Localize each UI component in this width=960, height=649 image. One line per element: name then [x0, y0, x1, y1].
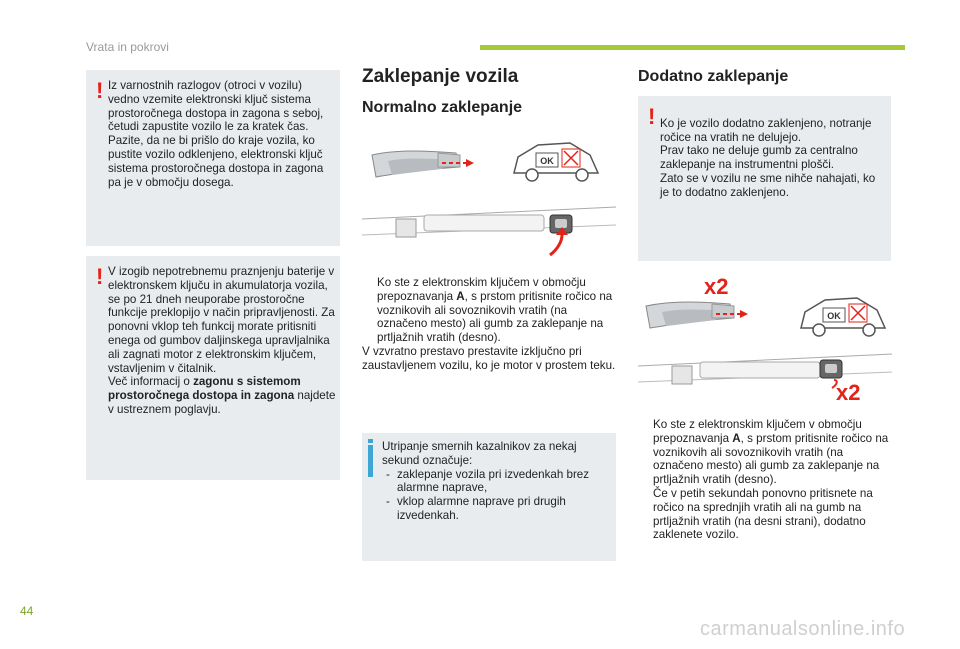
deadlock-step-1: Ko ste z elektronskim ključem v območju prepoznavanja A, s prstom pritisnite ročico na voznikovih ali sovoznikovih vratih (na označeno mesto) ali gumb za zaklepanje na prtljažnih vratih (desno).	[653, 418, 889, 487]
deadlock-step-2: Če v petih sekundah ponovno pritisnete na ročico na sprednjih vratih ali na gumb na prtljažnih vratih (na desni strani), dodatno zaklenete vozilo.	[653, 486, 873, 542]
reverse-gear-note: V vzvratno prestavo prestavite izključno pri zaustavljenem vozilu, ko je motor v prostem teku.	[362, 344, 616, 372]
normal-lock-steps	[362, 276, 616, 373]
warning-icon: !	[96, 78, 104, 103]
info-box-indicators	[362, 433, 616, 561]
watermark: carmanualsonline.info	[700, 618, 906, 640]
door-handle-double-press-illustration	[644, 272, 784, 344]
warning-icon: !	[648, 104, 656, 129]
section-accent-bar	[480, 45, 905, 50]
warning-text-reference: Več informacij o zagonu s sistemom prostoročnega dostopa in zagona najdete v ustreznem poglavju.	[108, 375, 336, 416]
warning-icon: !	[96, 264, 104, 289]
info-item: - vklop alarmne naprave pri drugih izvedenkah.	[386, 495, 566, 522]
tailgate-button-illustration	[362, 205, 616, 260]
info-intro: Utripanje smernih kazalnikov za nekaj sekund označuje:	[382, 440, 577, 467]
section-heading-deadlocking: Dodatno zaklepanje	[638, 68, 789, 85]
tailgate-button-double-press-illustration	[638, 352, 892, 412]
info-item: - zaklepanje vozila pri izvedenkah brez alarmne naprave,	[386, 467, 590, 495]
section-heading-normal-locking: Normalno zaklepanje	[362, 99, 523, 116]
ok-label: OK	[540, 156, 554, 166]
page-title: Zaklepanje vozila	[362, 66, 519, 87]
warning-text-security: Iz varnostnih razlogov (otroci v vozilu) vedno vzemite elektronski ključ sistema prostoročnega dostopa in zagona s seboj, četudi zapustite vozilo le za kratek čas. Pazite, da ne bi prišlo do kraje vozila, ko pustite vozilo odklenjeno, elektronski ključ sistema prostoročnega dostopa in zagona pa je v območju dosega.	[108, 79, 324, 189]
page-number: 44	[20, 604, 34, 618]
warning-text-battery: V izogib nepotrebnemu praznjenju baterije v elektronskem ključu in akumulatorja vozila, se po 21 dneh neuporabe prostoročne funkcije preklopijo v način pripravljenosti. Za ponovni vklop teh funkcij morate pritisniti enega od gumbov daljinskega upravljalnika ali zagnati motor z elektronskim ključem, vstavljenim v čitalnik.	[108, 265, 335, 375]
warning-box-deadlocking	[638, 96, 891, 261]
warning-box-security	[86, 70, 340, 246]
x2-label: x2	[704, 274, 729, 299]
warning-text-deadlocking: Ko je vozilo dodatno zaklenjeno, notranje ročice na vratih ne delujejo. Prav tako ne deluje gumb za centralno zaklepanje na instrumentni plošči. Zato se v vozilu ne sme nihče nahajati, ko je to dodatno zaklenjeno.	[660, 116, 876, 199]
car-deadlocked-ok-icon	[795, 290, 891, 342]
car-locked-ok-icon	[508, 135, 604, 187]
warning-box-battery	[86, 256, 340, 480]
info-icon	[368, 445, 373, 477]
ok-label: OK	[827, 311, 841, 321]
deadlock-steps	[638, 418, 892, 542]
door-handle-press-illustration	[368, 133, 498, 193]
normal-lock-step: Ko ste z elektronskim ključem v območju prepoznavanja A, s prstom pritisnite ročico na voznikovih ali sovoznikovih vratih (na označeno mesto) ali gumb za zaklepanje na prtljažnih vratih (desno).	[377, 276, 613, 345]
x2-label: x2	[836, 380, 861, 405]
section-label: Vrata in pokrovi	[86, 40, 169, 54]
